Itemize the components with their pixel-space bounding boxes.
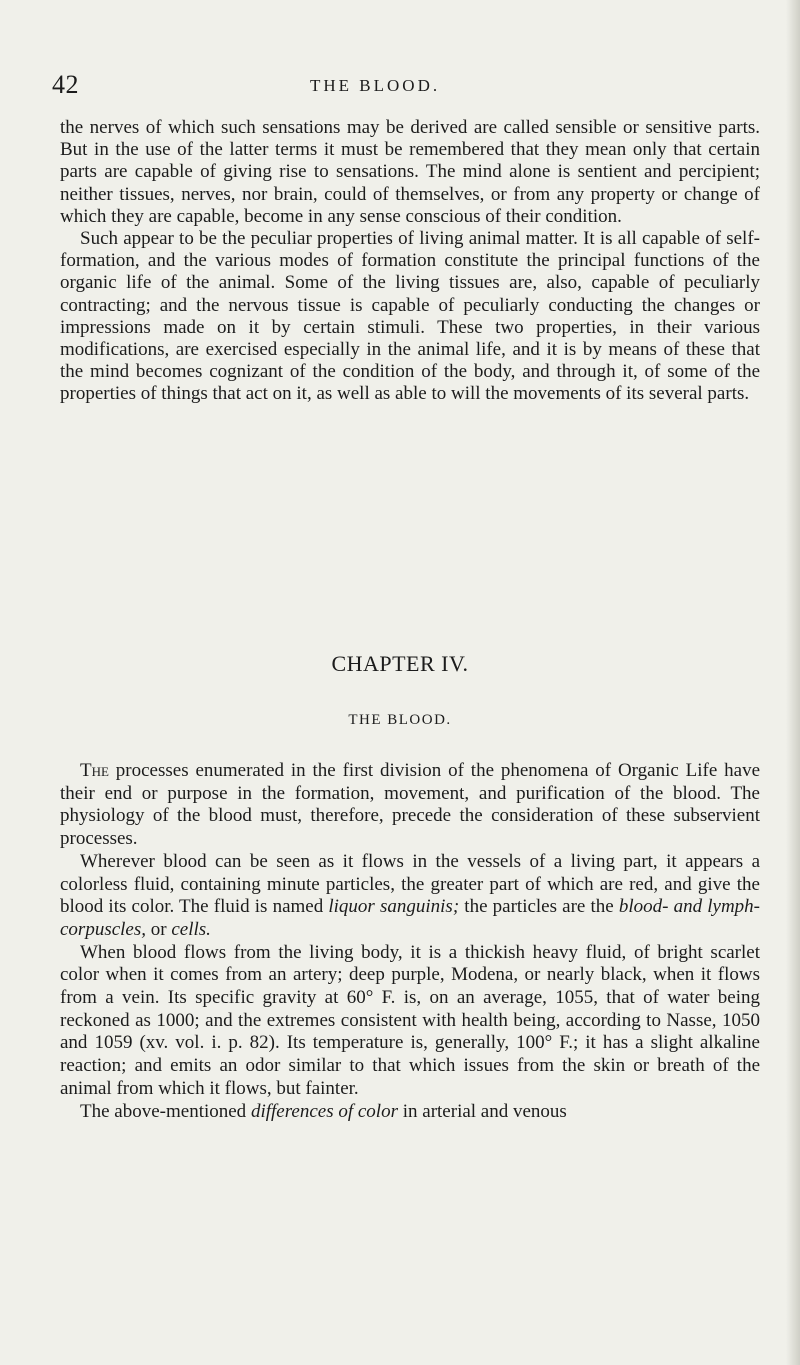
italic-term: cells. bbox=[171, 918, 211, 940]
running-head: THE BLOOD. bbox=[310, 76, 441, 95]
intro-paragraph-2: Such appear to be the peculiar properties of living animal matter. It is all capable of self-formation, and the various modes of formation constitute the principal functions of the organic life of the animal. Some of the living tissues are, also, capable of peculiarly contracting; and the nervous tissue is capable of peculiarly conducting the changes or impressions made on it by certain stimuli. These two properties, in their various modifications, are exercised especially in the animal life, and it is by means of these that the mind becomes cognizant of the condition of the body, and through it, of some of the properties of things that act on it, as well as able to will the movements of its several parts. bbox=[60, 228, 760, 405]
paragraph-text: or bbox=[146, 918, 172, 940]
paragraph-text: the particles are the bbox=[459, 896, 619, 918]
italic-term: blood- and lymph-corpuscles, bbox=[60, 896, 761, 940]
chapter-title: CHAPTER IV. bbox=[331, 651, 469, 676]
page-header bbox=[52, 70, 752, 106]
italic-term: liquor sanguinis; bbox=[328, 896, 460, 918]
paragraph-text: The above-mentioned bbox=[80, 1100, 251, 1122]
paragraph-text: processes enumerated in the first division of the phenomena of Organic Life have their end or purpose in the formation, movement, and purification of the blood. The physiology of the blood must, therefore, precede the consideration of these subservient processes. bbox=[60, 760, 760, 850]
page-number: 42 bbox=[52, 70, 79, 99]
chapter-paragraph-4 bbox=[60, 1101, 760, 1124]
chapter-paragraph-2 bbox=[60, 851, 760, 942]
chapter-paragraph-3: When blood flows from the living body, it is a thickish heavy fluid, of bright scarlet color when it comes from an artery; deep purple, Modena, or nearly black, when it flows from a vein. Its specific gravity at 60° F. is, on an average, 1055, that of water being reckoned as 1000; and the extremes consistent with health being, according to Nasse, 1050 and 1059 (xv. vol. i. p. 82). Its temperature is, generally, 100° F.; it has a slight alkaline reaction; and emits an odor similar to that which issues from the skin or breath of the animal from which it flows, but fainter. bbox=[60, 941, 760, 1099]
intro-text-block bbox=[60, 117, 760, 406]
page-edge-shadow bbox=[786, 0, 800, 1365]
intro-paragraph-1: the nerves of which such sensations may be derived are called sensible or sensitive parts. But in the use of the latter terms it must be remembered that they mean only that certain parts are capable of giving rise to sensations. The mind alone is sentient and percipient; neither tissues, nerves, nor brain, could of themselves, or from any property or change of which they are capable, become in any sense conscious of their condition. bbox=[60, 117, 760, 227]
italic-term: differences of color bbox=[250, 1100, 398, 1122]
paragraph-text: Wherever blood can be seen as it flows in the vessels of a living part, it appears a colorless fluid, containing minute particles, the greater part of which are red, and give the blood its color. The fluid is named bbox=[60, 850, 760, 918]
chapter-subtitle: THE BLOOD. bbox=[348, 712, 452, 728]
paragraph-lead-word: The bbox=[80, 760, 109, 781]
paragraph-text: in arterial and venous bbox=[397, 1100, 567, 1122]
chapter-paragraph-1 bbox=[60, 760, 760, 851]
chapter-text-block bbox=[60, 760, 760, 1123]
